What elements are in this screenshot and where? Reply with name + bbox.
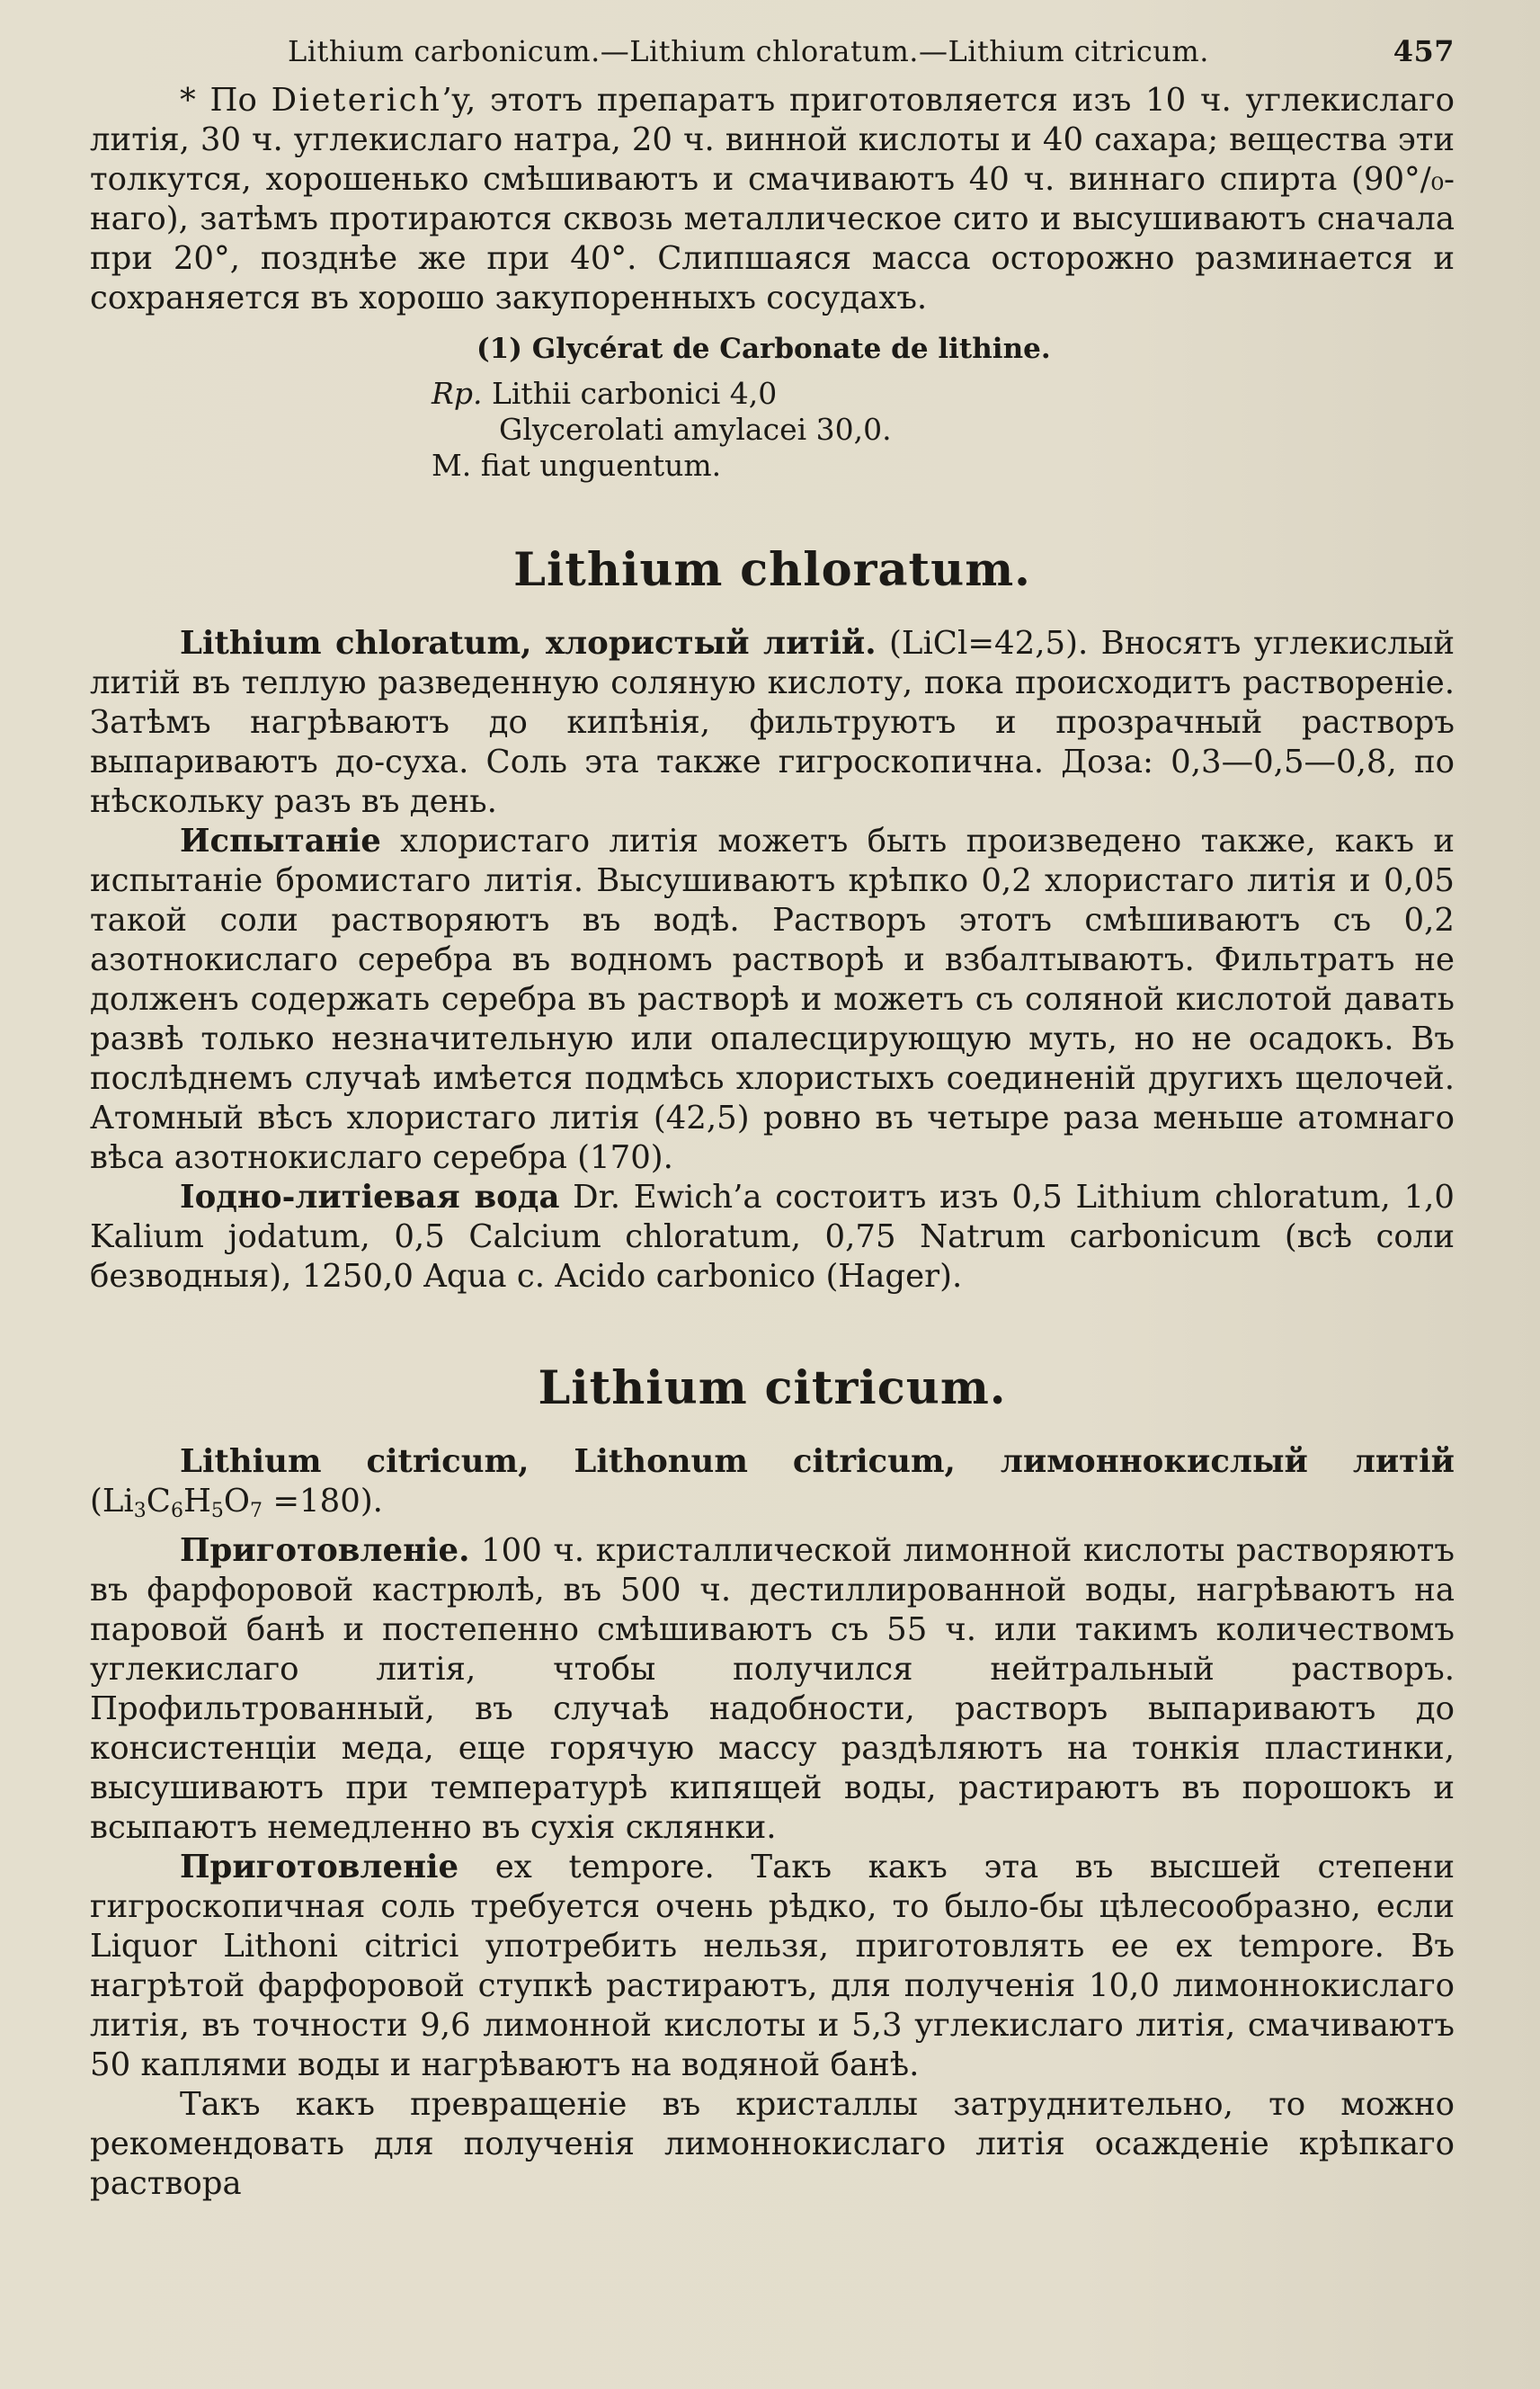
preparation-text: 100 ч. кристаллической лимонной кислоты растворяютъ въ фарфоровой кастрюлѣ, въ 500 ч. дестиллированной воды, нагрѣваютъ на паровой банѣ и постепенно смѣшиваютъ съ 55 ч. или такимъ количествомъ углекислаго литія, чтобы получился нейтральный растворъ. Профильтрованный, въ случаѣ надобности, растворъ выпариваютъ до консистенціи меда, еще горячую массу раздѣляютъ на тонкія пластинки, высушиваютъ при температурѣ кипящей воды, растираютъ въ порошокъ и всыпаютъ немедленно въ сухія склянки. xyxy=(90,1532,1455,1846)
citricum-crystal-paragraph: Такъ какъ превращеніе въ кристаллы затруднительно, то можно рекомендовать для полученія лимоннокислаго литія осажденіе крѣпкаго раствора xyxy=(90,2086,1455,2202)
formula-sub-li: 3 xyxy=(133,1500,147,1522)
citricum-heading-term: Lithium citricum, Lithonum citricum, лимоннокислый литій xyxy=(180,1443,1455,1480)
prescription-line-1-text: Lithii carbonici 4,0 xyxy=(491,376,778,411)
ex-tempore-text: ex tempore. Такъ какъ эта въ высшей степени гигроскопичная соль требуется очень рѣдко, то было-бы цѣлесообразно, если Liquor Lithoni citrici употребить нельзя, приготовлять ее ex tempore. Въ нагрѣтой фарфоровой ступкѣ растираютъ, для полученія 10,0 лимоннокислаго литія, въ точности 9,6 лимонной кислоты и 5,3 углекислаго литія, смачиваютъ 50 каплями воды и нагрѣваютъ на водяной банѣ. xyxy=(90,1849,1455,2083)
formula-title: (1) Glycérat de Carbonate de lithine. xyxy=(476,333,1051,365)
chloratum-testing-term: Испытаніе xyxy=(180,823,381,860)
chloratum-testing-paragraph xyxy=(90,822,1455,1178)
preparation-term: Приготовленіе. xyxy=(180,1532,470,1569)
citricum-intro-paragraph xyxy=(90,1442,1455,1531)
chloratum-intro-text: (LiCl=42,5). Вносятъ углекислый литій въ теплую разведенную соляную кислоту, пока происходитъ раствореніе. Затѣмъ нагрѣваютъ до кипѣнія, фильтруютъ и прозрачный растворъ выпариваютъ до-суха. Соль эта также гигроскопична. Доза: 0,3—0,5—0,8, по нѣскольку разъ въ день. xyxy=(90,625,1455,820)
running-head xyxy=(288,27,1455,81)
section-title-lithium-chloratum: Lithium chloratum. xyxy=(513,543,1031,597)
citricum-ex-tempore-paragraph xyxy=(90,1848,1455,2085)
ex-tempore-term: Приготовленіе xyxy=(180,1849,459,1885)
formula-sub-c: 6 xyxy=(170,1500,183,1522)
rp-label: Rp. xyxy=(432,376,483,411)
citricum-preparation-paragraph xyxy=(90,1531,1455,1848)
section-title-lithium-citricum: Lithium citricum. xyxy=(538,1361,1007,1415)
iodine-water-term: Іодно-литіевая вода xyxy=(180,1179,560,1216)
footnote-body: ’y, этотъ препаратъ приготовляется изъ 10 ч. углекислаго литія, 30 ч. углекислаго натра, 20 ч. винной кислоты и 40 сахара; вещества эти толкутся, хорошенько смѣшиваютъ и смачиваютъ 40 ч. виннаго спирта (90°/₀-наго), затѣмъ протираются сквозь металлическое сито и высушиваютъ сначала при 20°, позднѣе же при 40°. Слипшаяся масса осторожно разминается и сохраняется въ хорошо закупоренныхъ сосудахъ. xyxy=(90,82,1455,316)
prescription xyxy=(432,376,1455,484)
page-number: 457 xyxy=(1393,34,1455,68)
formula-lead: (Li xyxy=(90,1483,134,1520)
formula-sub-o: 7 xyxy=(250,1500,263,1522)
footnote-author: Dieterich xyxy=(271,82,442,119)
chloratum-testing-text: хлористаго литія можетъ быть произведено также, какъ и испытаніе бромистаго литія. Высушиваютъ крѣпко 0,2 хлористаго литія и 0,05 такой соли растворяютъ въ водѣ. Растворъ этотъ смѣшиваютъ съ 0,2 азотнокислаго серебра въ водномъ растворѣ и взбалтываютъ. Фильтратъ не долженъ содержать серебра въ растворѣ и можетъ съ соляной кислотой давать развѣ только незначительную или опалесцирующую муть, но не осадокъ. Въ послѣднемъ случаѣ имѣется подмѣсь хлористыхъ соединеній другихъ щелочей. Атомный вѣсъ хлористаго литія (42,5) ровно въ четыре раза меньше атомнаго вѣса азотнокислаго серебра (170). xyxy=(90,823,1455,1176)
iodine-water-text: Dr. Ewich’a состоитъ изъ 0,5 Lithium chloratum, 1,0 Kalium jodatum, 0,5 Calcium chloratum, 0,75 Natrum carbonicum (всѣ соли безводныя), 1250,0 Aqua c. Acido carbonico (Hager). xyxy=(90,1179,1455,1295)
footnote xyxy=(90,81,1455,318)
prescription-line-2: Glycerolati amylacei 30,0. xyxy=(499,412,892,447)
prescription-line-3: M. fiat unguentum. xyxy=(432,448,722,483)
footnote-paragraph xyxy=(90,81,1455,318)
formula-o: O xyxy=(223,1483,251,1520)
footnote-lead: * По xyxy=(180,82,272,119)
running-title: Lithium carbonicum.—Lithium chloratum.—Lithium citricum. xyxy=(288,34,1209,68)
formula-h: H xyxy=(182,1483,211,1520)
prescription-line-1 xyxy=(432,376,1455,412)
formula-tail: =180). xyxy=(263,1483,383,1520)
formula-sub-h: 5 xyxy=(210,1500,224,1522)
formula-c: C xyxy=(146,1483,171,1520)
chloratum-intro-paragraph xyxy=(90,624,1455,822)
chloratum-heading-term: Lithium chloratum, хлористый литій. xyxy=(180,625,877,662)
chloratum-iodine-water-paragraph xyxy=(90,1178,1455,1297)
